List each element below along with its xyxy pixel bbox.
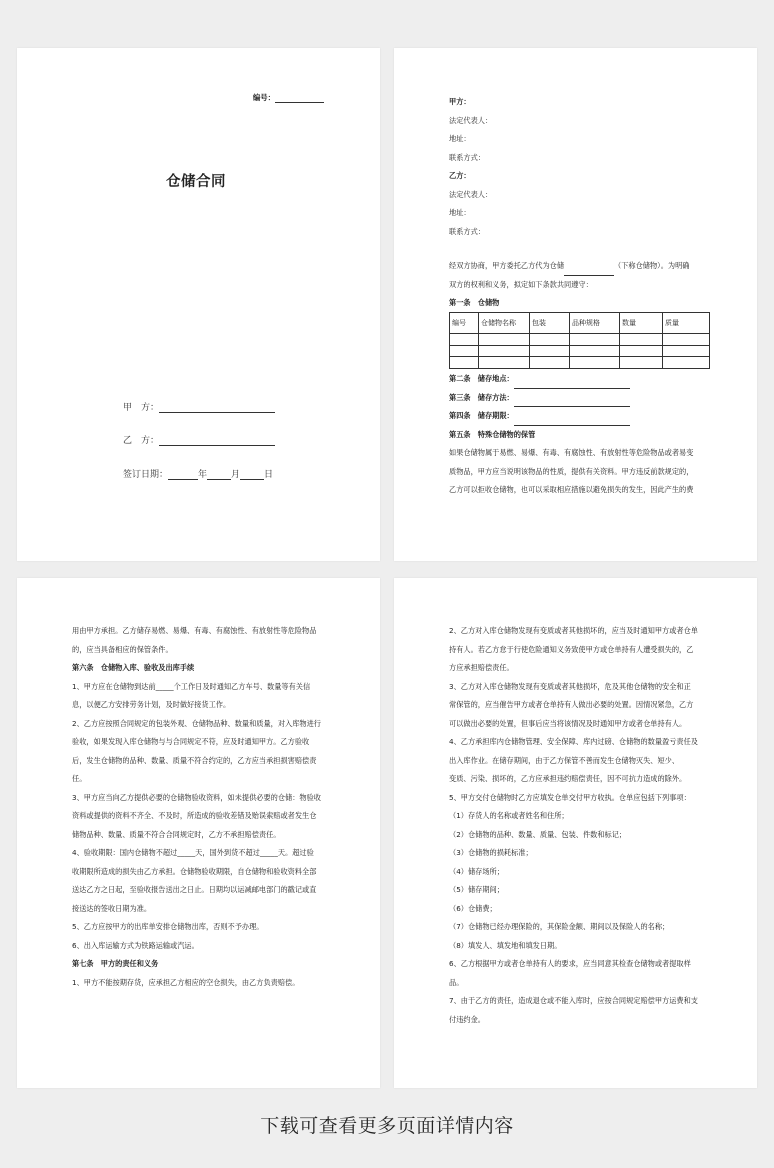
intro-line-2: 双方的权利和义务，拟定如下条款共同遵守： [449,279,593,289]
goods-blank [564,267,614,276]
text-line: 收期限所造成的损失由乙方承担。仓储物验收期限，自仓储物和验收资料全部 [72,866,317,876]
table-row [450,334,710,346]
parties-block [449,93,492,241]
table-header-cell: 包装 [530,313,570,334]
article-4-heading: 第四条 储存期限： [449,411,514,420]
text-line: 5、乙方应按甲方的出库单安排仓储物出库，否则不予办理。 [72,922,264,931]
storage-period-blank [514,417,630,426]
party-b-signature [123,433,275,446]
table-header-cell: 仓储物名称 [479,313,530,334]
table-header-cell: 质量 [663,313,710,334]
table-cell [450,357,479,369]
contract-cover-page [17,48,380,561]
text-line: 变质、污染、损坏的，乙方应承担违约赔偿责任，因不可抗力造成的除外。 [449,774,687,783]
party-a-legal-rep: 法定代表人： [449,115,493,125]
intro-paragraph [449,257,689,313]
intro-line-1: 经双方协商，甲方委托乙方代为仓储 [449,261,565,270]
table-cell [620,334,663,346]
table-header-cell: 编号 [450,313,479,334]
text-line: （7）仓储物已经办理保险的，其保险金额、期间以及保险人的名称； [449,922,670,931]
table-cell [620,357,663,369]
text-line: 可以做出必要的处置，但事后应当将该情况及时通知甲方或者仓单持有人。 [449,718,687,728]
text-line: 7、由于乙方的责任，造成退仓或不能入库时，应按合同规定赔偿甲方运费和支 [449,996,698,1005]
article-5-heading: 第五条 特殊仓储物的保管 [449,429,536,439]
contract-page-3 [17,578,380,1088]
text-line: （1）存货人的名称或者姓名和住所； [449,811,569,820]
text-line: 5、甲方交付仓储物时乙方应填发仓单交付甲方收执。仓单应包括下列事项： [449,792,691,802]
sign-date [123,467,273,480]
table-cell [530,345,570,357]
table-cell [570,334,620,346]
table-cell [663,357,710,369]
text-line: 后，发生仓储物的品种、数量、质量不符合约定的，乙方应当承担损害赔偿责 [72,755,317,765]
text-line: （3）仓储物的损耗标准； [449,848,533,857]
text-line: 1、甲方应在仓储物到达前_____个工作日及时通知乙方车号、数量等有关信 [72,681,311,691]
text-line: 3、甲方应当向乙方提供必要的仓储物验收资料，如未提供必要的仓储：物验收 [72,792,321,802]
contract-number [253,92,324,103]
contract-page-4 [394,578,757,1088]
text-line: 方应承担赔偿责任。 [449,663,514,672]
text-line: 验收，如果发现入库仓储物与与合同规定不符，应及时通知甲方。乙方验收 [72,737,310,746]
party-a-contact: 联系方式： [449,152,485,162]
party-b-label: 乙 方： [123,436,160,446]
table-header-row [450,313,710,334]
party-a-heading: 甲方： [449,97,471,106]
articles-block [449,370,693,500]
article-heading: 第七条 甲方的责任和义务 [72,959,159,968]
text-line: 6、出入库运输方式为铁路运输或汽运。 [72,940,199,950]
text-line: （6）仓储费； [449,903,497,913]
document-title: 仓储合同 [166,174,226,190]
table-row [450,345,710,357]
article-heading: 第六条 仓储物入库、验收及出库手续 [72,663,195,672]
text-line: （5）储存期间； [449,885,504,894]
storage-method-blank [514,398,630,407]
article-1-heading: 第一条 仓储物 [449,298,500,307]
table-cell [479,334,530,346]
party-a-label: 甲 方： [123,403,160,413]
text-line: 3、乙方对入库仓储物发现有变质或者其他损坏，危及其他仓储物的安全和正 [449,681,691,691]
table-cell [663,334,710,346]
intro-line-1-end: （下称仓储物）。为明确 [614,261,690,270]
party-b-heading: 乙方： [449,171,471,180]
table-cell [530,334,570,346]
text-line: 储物品种、数量、质量不符合合同规定时，乙方不承担赔偿责任。 [72,829,281,839]
text-line: 资料或提供的资料不齐全、不及时，所造成的验收差错及贻误索赔或者发生仓 [72,811,317,820]
text-line: 持有人。若乙方怠于行使危险通知义务致使甲方或仓单持有人遭受损失的，乙 [449,644,694,654]
text-line: 1、甲方不能按期存货，应承担乙方相应的空仓损失，由乙方负责赔偿。 [72,977,300,987]
table-header-cell: 数量 [620,313,663,334]
table-cell [570,345,620,357]
goods-table [449,312,710,369]
party-a-address: 地址： [449,134,471,143]
text-line: 2、乙方对入库仓储物发现有变质或者其他损坏的，应当及时通知甲方或者仓单 [449,626,698,635]
storage-location-blank [514,380,630,389]
page-3-text [72,622,321,992]
party-b-legal-rep: 法定代表人： [449,189,493,199]
party-b-contact: 联系方式： [449,226,485,236]
table-cell [450,345,479,357]
party-b-blank [159,437,275,446]
day-blank [240,471,264,480]
article-5-line: 质物品，甲方应当说明该物品的性质，提供有关资料。甲方违反前款规定的， [449,466,694,476]
table-row [450,357,710,369]
article-3-heading: 第三条 储存方法： [449,392,514,402]
text-line: 息，以便乙方安排劳务计划，及时做好接货工作。 [72,700,231,709]
day-label: 日 [264,470,274,480]
table-cell [479,345,530,357]
text-line: 付违约金。 [449,1014,485,1024]
contract-page-2 [394,48,757,561]
year-label: 年 [198,470,208,480]
table-cell [450,334,479,346]
text-line: 任。 [72,774,87,783]
text-line: 常保管的，应当催告甲方或者仓单持有人做出必要的处置。因情况紧急，乙方 [449,700,694,709]
table-cell [663,345,710,357]
text-line: 4、乙方承担库内仓储物管理、安全保障、库内过磅、仓储物的数量盈亏责任及 [449,737,698,746]
table-cell [479,357,530,369]
table-cell [530,357,570,369]
text-line: 用由甲方承担。乙方储存易燃、易爆、有毒、有腐蚀性、有放射性等危险物品 [72,626,317,635]
text-line: 6、乙方根据甲方或者仓单持有人的要求，应当同意其检查仓储物或者提取样 [449,959,691,968]
article-2-heading: 第二条 储存地点： [449,374,514,383]
download-more-caption: 下载可查看更多页面详情内容 [260,1115,514,1137]
text-line: 品。 [449,977,464,987]
text-line: 出入库作业。在储存期间，由于乙方保管不善而发生仓储物灭失、短少、 [449,755,680,765]
party-a-blank [159,404,275,413]
text-line: （2）仓储物的品种、数量、质量、包装、件数和标记； [449,829,627,839]
text-line: 2、乙方应按照合同规定的包装外观、仓储物品种、数量和质量，对入库物进行 [72,718,321,728]
contract-number-blank [275,94,324,103]
party-b-address: 地址： [449,208,471,217]
article-5-line: 乙方可以拒收仓储物，也可以采取相应措施以避免损失的发生，因此产生的费 [449,485,694,494]
sign-date-label: 签订日期： [123,470,169,480]
table-cell [620,345,663,357]
month-blank [207,471,231,480]
text-line: （8）填发人、填发地和填发日期。 [449,940,562,950]
month-label: 月 [231,470,241,480]
year-blank [168,471,198,480]
article-5-line: 如果仓储物属于易燃、易爆、有毒、有腐蚀性、有放射性等危险物品或者易变 [449,448,694,457]
table-cell [570,357,620,369]
text-line: （4）储存场所； [449,866,504,876]
table-header-cell: 品种规格 [570,313,620,334]
page-4-text [449,622,698,1029]
contract-number-label: 编号： [252,93,275,102]
text-line: 的，应当具备相应的保管条件。 [72,644,173,654]
text-line: 4、验收期限：国内仓储物不超过_____天，国外到货不超过_____天。超过验 [72,848,314,857]
party-a-signature [123,400,275,413]
text-line: 接送达的签收日期为准。 [72,903,152,913]
text-line: 送达乙方之日起，至验收报告送出之日止。日期均以运减邮电部门的戳记或直 [72,885,317,894]
